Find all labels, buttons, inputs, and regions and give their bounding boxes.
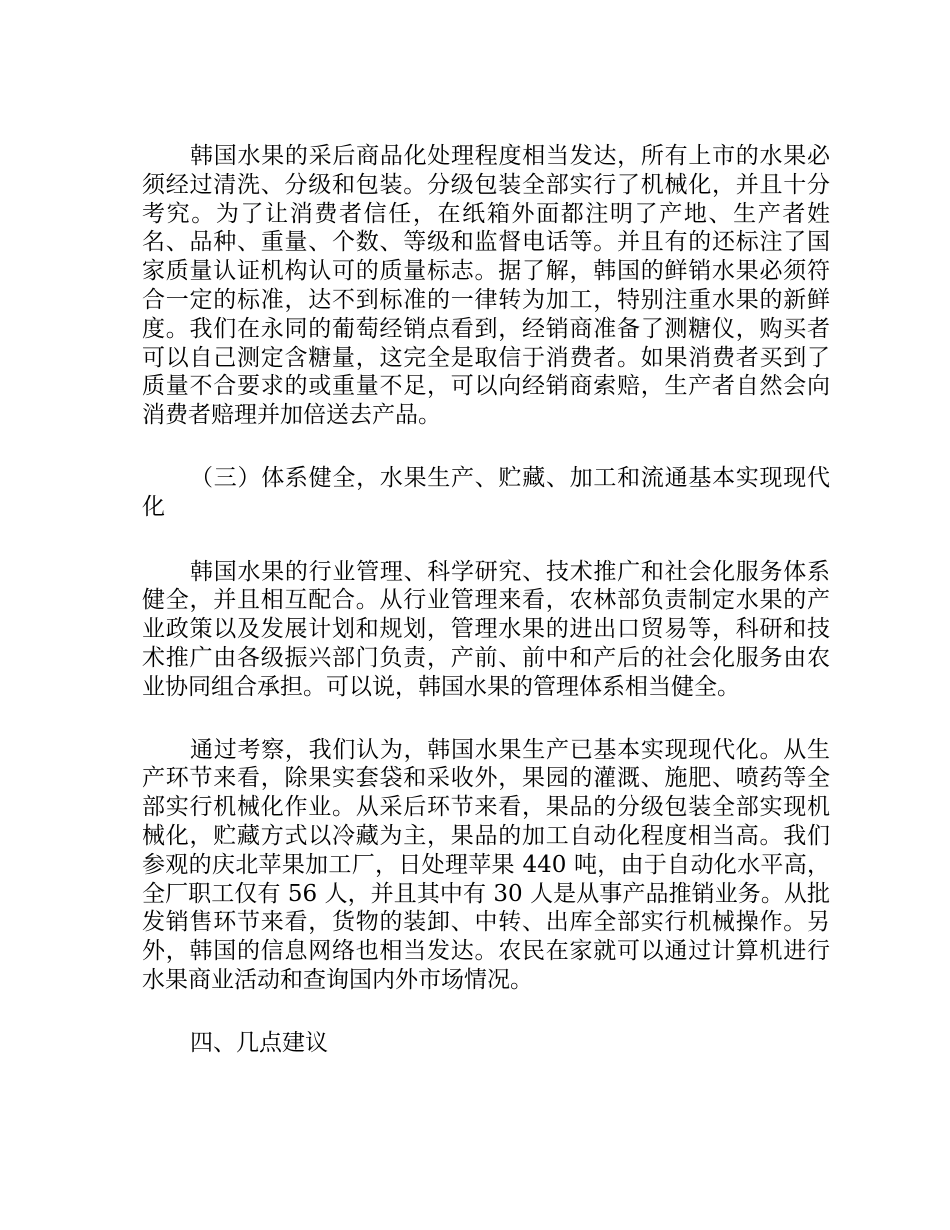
section-heading-suggestions: 四、几点建议	[190, 1029, 328, 1056]
paragraph-modernization: 通过考察，我们认为，韩国水果生产已基本实现现代化。从生产环节来看，除果实套袋和采收外，果园的灌溉、施肥、喷药等全部实行机械化作业。从采后环节来看，果品的分级包装全部实现机械化，贮藏方式以冷藏为主，果品的加工自动化程度相当高。我们参观的庆北苹果加工厂，日处理苹果 440 吨，由于自动化水平高，全厂职工仅有 56 人，并且其中有 30 人是从事产品推销业务。从批发销售环节来看，货物的装卸、中转、出库全部实行机械操作。另外，韩国的信息网络也相当发达。农民在家就可以通过计算机进行水果商业活动和查询国内外市场情况。	[142, 736, 830, 993]
paragraph-postharvest-processing: 韩国水果的采后商品化处理程度相当发达，所有上市的水果必须经过清洗、分级和包装。分级包装全部实行了机械化，并且十分考究。为了让消费者信任，在纸箱外面都注明了产地、生产者姓名、品种、重量、个数、等级和监督电话等。并且有的还标注了国家质量认证机构认可的质量标志。据了解，韩国的鲜销水果必须符合一定的标准，达不到标准的一律转为加工，特别注重水果的新鲜度。我们在永同的葡萄经销点看到，经销商准备了测糖仪，购买者可以自己测定含糖量，这完全是取信于消费者。如果消费者买到了质量不合要求的或重量不足，可以向经销商索赔，生产者自然会向消费者赔理并加倍送去产品。	[142, 143, 830, 429]
section-heading-system: （三）体系健全，水果生产、贮藏、加工和流通基本实现现代化	[142, 464, 830, 520]
paragraph-industry-management: 韩国水果的行业管理、科学研究、技术推广和社会化服务体系健全，并且相互配合。从行业管理来看，农林部负责制定水果的产业政策以及发展计划和规划，管理水果的进出口贸易等，科研和技术推广由各级振兴部门负责，产前、前中和产后的社会化服务由农业协同组合承担。可以说，韩国水果的管理体系相当健全。	[142, 558, 830, 700]
